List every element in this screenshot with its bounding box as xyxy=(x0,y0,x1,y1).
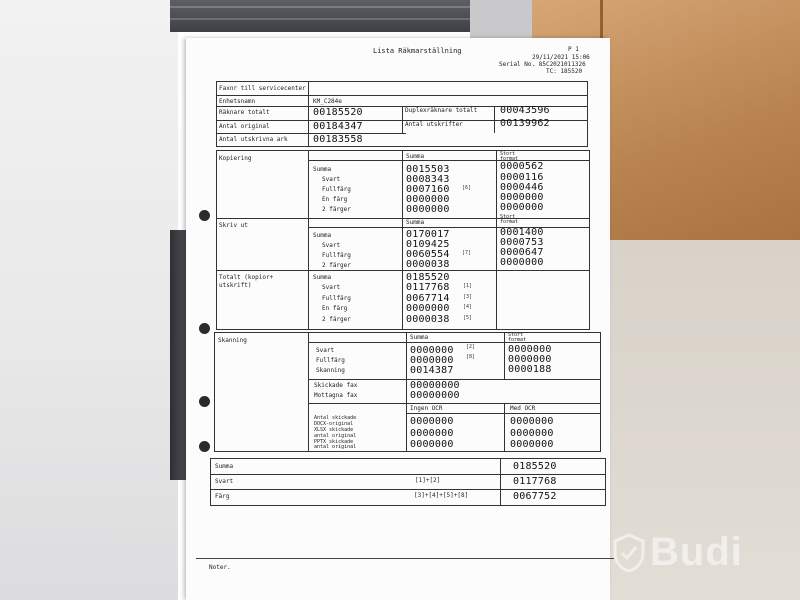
tc-counter: TC: 185520 xyxy=(546,68,583,75)
row-note: [1] xyxy=(463,283,473,289)
summary-label: Summa xyxy=(215,463,234,470)
table-rule xyxy=(210,474,606,475)
totalt-label: Totalt (kopior+ xyxy=(219,274,274,281)
row-label: Fullfärg xyxy=(322,252,351,259)
background-wall xyxy=(0,0,178,600)
table-rule xyxy=(496,150,497,330)
summary-value: 0185520 xyxy=(513,461,557,472)
summary-label: Svart xyxy=(215,478,234,485)
row-label: 2 färger xyxy=(322,262,351,269)
totalt-label-2: utskrift) xyxy=(219,282,252,289)
summary-value: 0117768 xyxy=(513,476,557,487)
ocr-label: PPTX skickade xyxy=(314,439,354,445)
scan-row-label: Svart xyxy=(316,347,335,354)
row-value: 0117768 xyxy=(406,282,450,293)
scan-row-note: [8] xyxy=(466,354,476,360)
row-label: Summa xyxy=(313,232,332,239)
col-summa-header: Summa xyxy=(406,219,425,226)
orig-label: Antal original xyxy=(219,123,270,130)
row-stort: 0000562 xyxy=(500,161,544,172)
ark-label: Antal utskrivna ark xyxy=(219,136,288,143)
row-value: 0109425 xyxy=(406,239,450,250)
row-value: 0170017 xyxy=(406,229,450,240)
table-rule xyxy=(308,160,590,161)
row-stort: 0000000 xyxy=(500,202,544,213)
fax-value: 00000000 xyxy=(410,390,460,401)
row-label: En färg xyxy=(322,305,348,312)
table-rule xyxy=(216,218,590,219)
ocr-med: 0000000 xyxy=(510,439,554,450)
row-label: Summa xyxy=(313,166,332,173)
scan-row-stort: 0000188 xyxy=(508,364,552,375)
col-stort-header: Stort format xyxy=(500,214,519,225)
footer-rule xyxy=(196,558,614,559)
ocr-label: XLSX skickade xyxy=(314,427,354,433)
row-note: [6] xyxy=(462,185,472,191)
row-value: 0000038 xyxy=(406,259,450,270)
col-summa-header: Summa xyxy=(410,334,429,341)
row-stort: 0000753 xyxy=(500,237,544,248)
report-title: Lista Räkmarställning xyxy=(373,47,462,55)
row-stort: 0000000 xyxy=(500,192,544,203)
table-rule xyxy=(216,95,588,96)
table-rule xyxy=(308,81,309,147)
table-rule xyxy=(308,150,309,330)
row-value: 0000000 xyxy=(406,303,450,314)
fax-value: 00000000 xyxy=(410,380,460,391)
col-summa-header: Summa xyxy=(406,153,425,160)
row-note: [3] xyxy=(463,294,473,300)
noter-label: Noter. xyxy=(209,564,231,571)
utskrifter-label: Antal utskrifter xyxy=(405,121,463,128)
row-value: 0000000 xyxy=(406,204,450,215)
row-value: 0008343 xyxy=(406,174,450,185)
table-rule xyxy=(494,106,495,133)
table-rule xyxy=(308,342,601,343)
table-rule xyxy=(500,458,501,506)
serial-number: Serial No. 85C2021011326 xyxy=(499,61,586,68)
background-device-stripe xyxy=(170,6,500,8)
scan-row-stort: 0000000 xyxy=(508,344,552,355)
table-rule xyxy=(406,413,601,414)
shield-icon xyxy=(612,533,646,573)
col-stort-header: Stort format xyxy=(500,151,519,162)
table-rule xyxy=(402,106,403,133)
ocr-ingen: 0000000 xyxy=(410,439,454,450)
table-rule xyxy=(216,270,590,271)
row-value: 0007160 xyxy=(406,184,450,195)
raknare-label: Räknare totalt xyxy=(219,109,270,116)
table-rule xyxy=(308,332,309,452)
row-label: Fullfärg xyxy=(322,186,351,193)
row-label: Svart xyxy=(322,242,341,249)
row-note: [5] xyxy=(463,315,473,321)
scan-row-label: Skanning xyxy=(316,367,345,374)
report-date: 29/11/2021 15:06 xyxy=(532,54,590,61)
ocr-ingen: 0000000 xyxy=(410,428,454,439)
punch-hole xyxy=(199,396,210,407)
scan-row-value: 0000000 xyxy=(410,345,454,356)
row-note: [4] xyxy=(463,304,473,310)
background-clipboard xyxy=(170,230,186,480)
row-stort: 0001400 xyxy=(500,227,544,238)
scan-row-note: [2] xyxy=(466,344,476,350)
row-label: 2 färger xyxy=(322,316,351,323)
ocr-med: 0000000 xyxy=(510,416,554,427)
col-med-ocr: Med OCR xyxy=(510,405,536,412)
summary-value: 0067752 xyxy=(513,491,557,502)
skanning-label: Skanning xyxy=(218,337,247,344)
scan-row-stort: 0000000 xyxy=(508,354,552,365)
duplex-label: Duplexräknare totalt xyxy=(405,107,478,114)
row-value: 0000000 xyxy=(406,194,450,205)
ocr-label-2: DOCX-original xyxy=(314,421,354,427)
punch-hole xyxy=(199,210,210,221)
table-rule xyxy=(504,403,505,452)
row-label: Summa xyxy=(313,274,332,281)
ocr-label-2: antal original xyxy=(314,444,357,450)
punch-hole xyxy=(199,323,210,334)
row-value: 0185520 xyxy=(406,272,450,283)
ocr-label-2: antal original xyxy=(314,433,357,439)
table-rule xyxy=(402,150,403,330)
table-rule xyxy=(210,489,606,490)
scan-row-label: Fullfärg xyxy=(316,357,345,364)
table-rule xyxy=(504,332,505,379)
row-value: 0015503 xyxy=(406,164,450,175)
row-label: En färg xyxy=(322,196,348,203)
utskrifter-value: 00139962 xyxy=(500,118,550,129)
row-stort: 0000446 xyxy=(500,182,544,193)
table-rule xyxy=(308,227,590,228)
row-value: 0060554 xyxy=(406,249,450,260)
duplex-value: 00043596 xyxy=(500,105,550,116)
col-stort-header: Stort format xyxy=(508,332,527,343)
watermark-logo xyxy=(612,530,743,575)
enhet-value: KM_C284e xyxy=(313,98,342,105)
faxnr-label: Faxnr till servicecenter xyxy=(219,85,306,92)
summary-label: Färg xyxy=(215,493,230,500)
kopiering-label: Kopiering xyxy=(219,155,252,162)
row-label: Svart xyxy=(322,176,341,183)
col-ingen-ocr: Ingen OCR xyxy=(410,405,443,412)
row-label: Fullfärg xyxy=(322,295,351,302)
ark-value: 00183558 xyxy=(313,134,363,145)
skriv-label: Skriv ut xyxy=(219,222,248,229)
scan-row-value: 0014387 xyxy=(410,365,454,376)
ocr-med: 0000000 xyxy=(510,428,554,439)
table-rule xyxy=(308,403,601,404)
row-label: 2 färger xyxy=(322,206,351,213)
row-label: Svart xyxy=(322,284,341,291)
table-rule xyxy=(406,332,407,452)
raknare-value: 00185520 xyxy=(313,107,363,118)
row-stort: 0000647 xyxy=(500,247,544,258)
fax-label: Skickade fax xyxy=(314,382,358,389)
row-value: 0000038 xyxy=(406,314,450,325)
background-device xyxy=(170,0,500,32)
scan-row-value: 0000000 xyxy=(410,355,454,366)
row-stort: 0000116 xyxy=(500,172,544,183)
fax-label: Mottagna fax xyxy=(314,392,358,399)
page-number: P 1 xyxy=(568,46,579,53)
row-value: 0067714 xyxy=(406,293,450,304)
row-stort: 0000000 xyxy=(500,257,544,268)
ocr-label: Antal skickade xyxy=(314,415,357,421)
watermark-text: Budi xyxy=(650,530,743,574)
ocr-ingen: 0000000 xyxy=(410,416,454,427)
row-note: [7] xyxy=(462,250,472,256)
punch-hole xyxy=(199,441,210,452)
summary-formula: [3]+[4]+[5]+[8] xyxy=(414,492,469,499)
background-device-stripe xyxy=(170,18,500,20)
orig-value: 00184347 xyxy=(313,121,363,132)
table-rule xyxy=(216,133,406,134)
enhet-label: Enhetsnamn xyxy=(219,98,256,105)
summary-formula: [1]+[2] xyxy=(415,477,441,484)
